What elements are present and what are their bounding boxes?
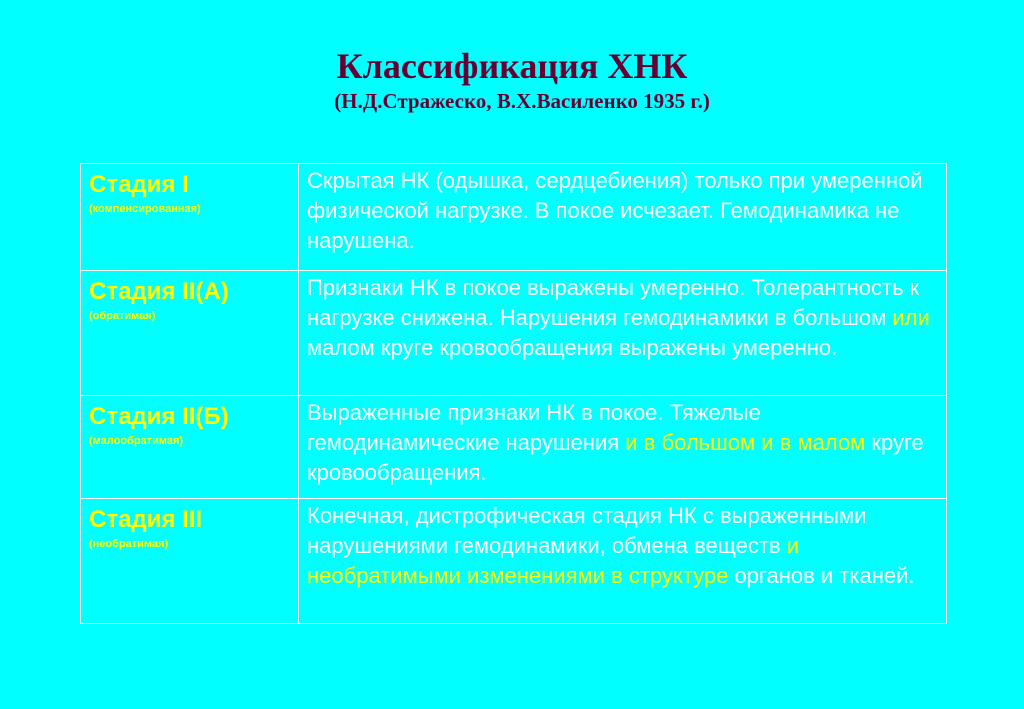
description-text: малом круге кровообращения выражены умеренно. xyxy=(307,335,838,360)
classification-table xyxy=(80,163,947,624)
stage-note: (малообратимая) xyxy=(89,435,184,447)
stage-description xyxy=(307,166,938,256)
description-cell xyxy=(299,396,947,499)
stage-name: Стадия I xyxy=(89,171,189,198)
stage-cell xyxy=(81,499,299,624)
stage-cell xyxy=(81,271,299,396)
table-row xyxy=(81,499,947,624)
description-text: круге кровообращения. xyxy=(307,430,924,485)
stage-name: Стадия III xyxy=(89,506,203,533)
table-row xyxy=(81,396,947,499)
stage-name: Стадия II(А) xyxy=(89,278,229,305)
description-highlight: и в большом и в малом xyxy=(625,430,866,455)
stage-note: (компенсированная) xyxy=(89,203,201,215)
description-text: Признаки НК в покое выражены умеренно. Толерантность к нагрузке снижена. Нарушения гемодинамики в большом xyxy=(307,275,920,330)
description-cell xyxy=(299,271,947,396)
page-subtitle: (Н.Д.Стражеско, В.Х.Василенко 1935 г.) xyxy=(334,89,710,113)
description-cell xyxy=(299,164,947,271)
stage-description xyxy=(307,273,938,363)
stage-note: (необратимая) xyxy=(89,538,169,550)
stage-cell xyxy=(81,164,299,271)
description-highlight: или xyxy=(892,305,930,330)
stage-name: Стадия II(Б) xyxy=(89,403,229,430)
stage-description xyxy=(307,398,938,488)
stage-note: (обратимая) xyxy=(89,310,156,322)
description-highlight: и необратимыми изменениями в структуре xyxy=(307,533,799,588)
description-text: Выраженные признаки НК в покое. Тяжелые гемодинамические нарушения xyxy=(307,400,761,455)
table-row xyxy=(81,164,947,271)
table-row xyxy=(81,271,947,396)
description-text: Скрытая НК (одышка, сердцебиения) только при умеренной физической нагрузке. В покое исчезает. Гемодинамика не нарушена. xyxy=(307,168,923,253)
stage-cell xyxy=(81,396,299,499)
description-text: органов и тканей. xyxy=(728,563,915,588)
stage-description xyxy=(307,501,938,591)
page-title: Классификация ХНК xyxy=(336,46,688,86)
description-cell xyxy=(299,499,947,624)
description-text: Конечная, дистрофическая стадия НК с выраженными нарушениями гемодинамики, обмена веществ xyxy=(307,503,867,558)
